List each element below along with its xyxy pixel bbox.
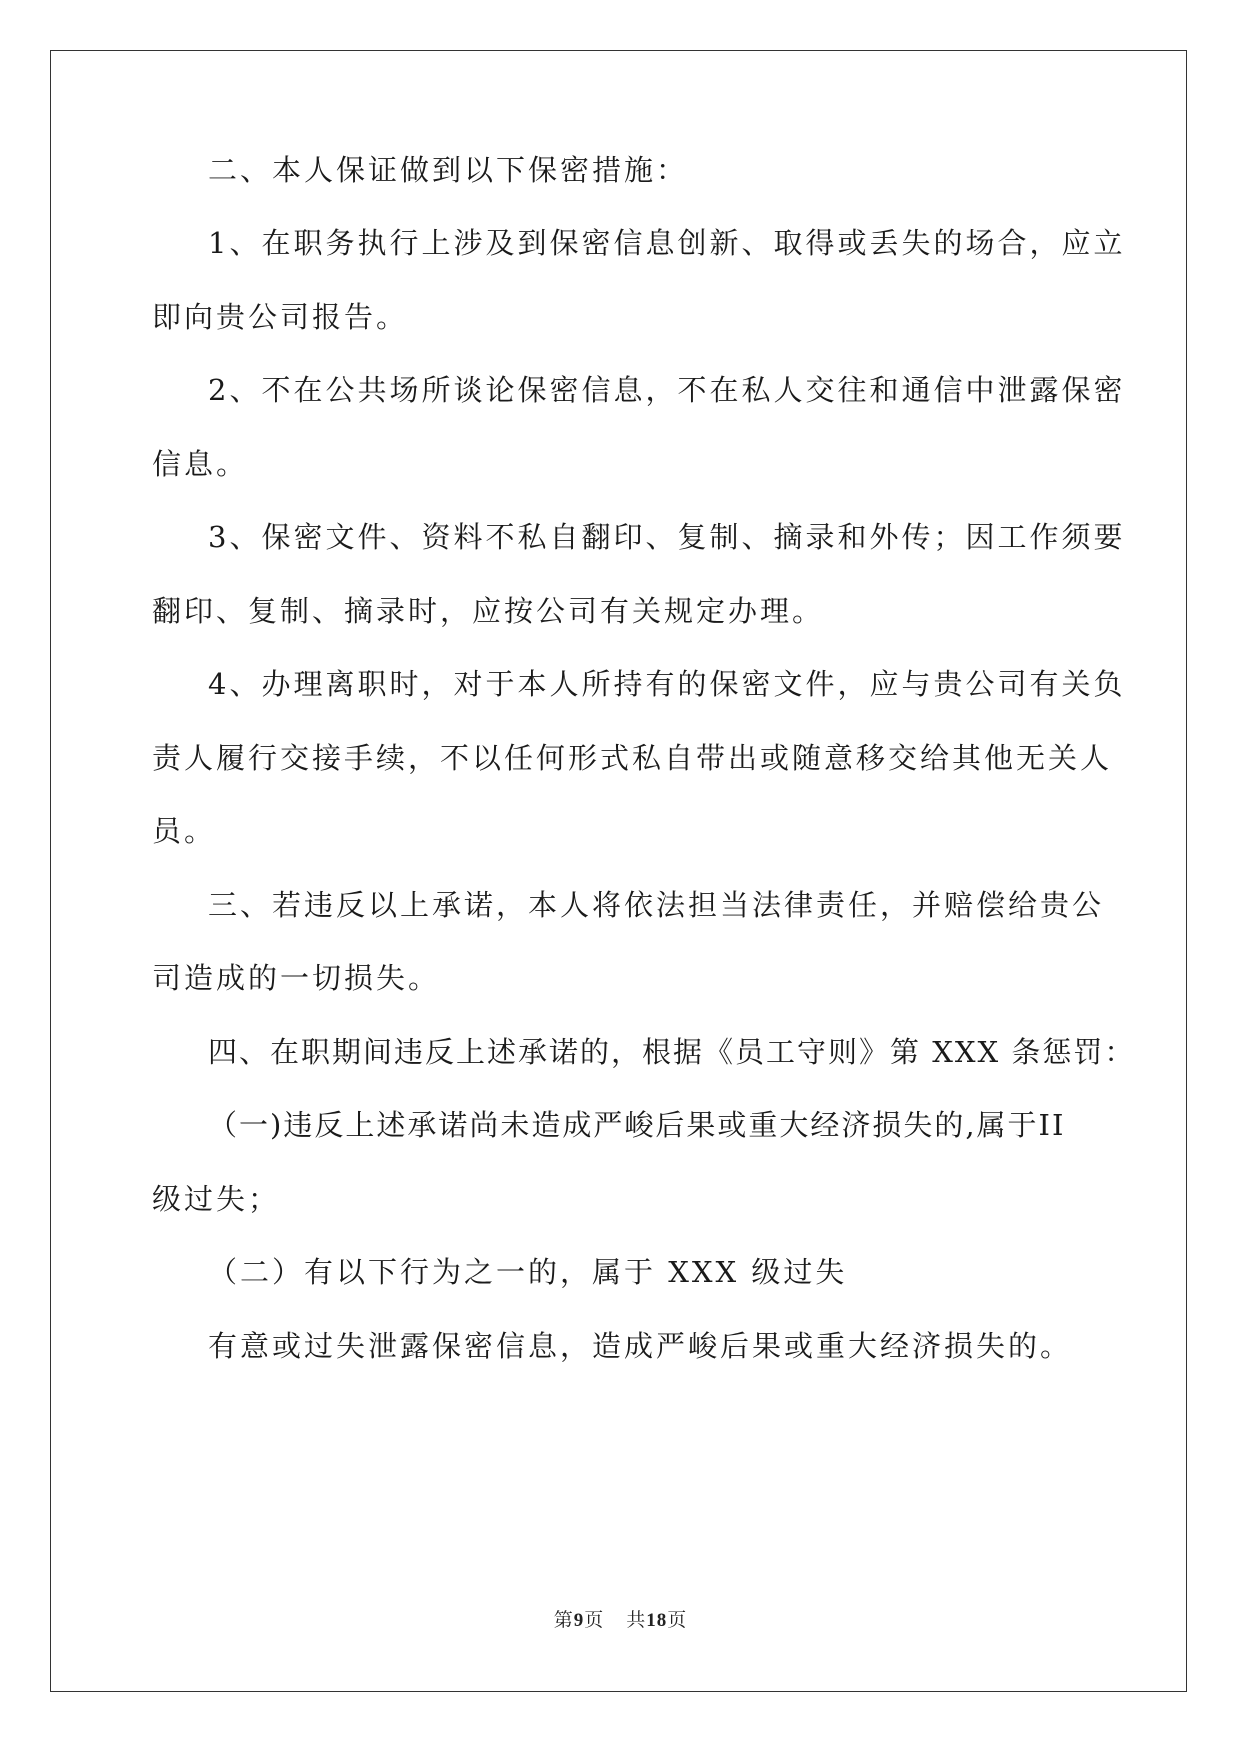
paragraph-line: 三、若违反以上承诺，本人将依法担当法律责任，并赔偿给贵公: [208, 888, 1105, 922]
paragraph-line: 责人履行交接手续，不以任何形式私自带出或随意移交给其他无关人: [152, 741, 1113, 775]
total-pages: 18: [646, 1610, 668, 1631]
paragraph-line: 4、办理离职时，对于本人所持有的保密文件，应与贵公司有关负: [208, 667, 1126, 701]
paragraph-line: 翻印、复制、摘录时，应按公司有关规定办理。: [152, 594, 825, 628]
paragraph-line: 司造成的一切损失。: [152, 961, 441, 995]
page-footer: [0, 1605, 1241, 1632]
paragraph-line: 有意或过失泄露保密信息，造成严峻后果或重大经济损失的。: [208, 1329, 1073, 1363]
paragraph-line: 员。: [152, 814, 217, 848]
page-number: 9: [573, 1610, 585, 1631]
paragraph-line: 2、不在公共场所谈论保密信息，不在私人交往和通信中泄露保密: [208, 373, 1126, 407]
paragraph-line: 即向贵公司报告。: [152, 300, 409, 334]
paragraph-line: （二）有以下行为之一的，属于 XXX 级过失: [208, 1255, 848, 1289]
paragraph-line: 级过失；: [152, 1182, 281, 1216]
paragraph-line: 二、本人保证做到以下保密措施：: [208, 153, 689, 187]
page-prefix: 第: [553, 1609, 574, 1631]
paragraph-line: 信息。: [152, 447, 249, 481]
paragraph-line: （一)违反上述承诺尚未造成严峻后果或重大经济损失的,属于II: [208, 1108, 1066, 1142]
total-suffix: 页: [667, 1609, 688, 1631]
paragraph-line: 1、在职务执行上涉及到保密信息创新、取得或丢失的场合，应立: [208, 226, 1126, 260]
page-suffix: 页: [584, 1609, 605, 1631]
paragraph-line: 3、保密文件、资料不私自翻印、复制、摘录和外传；因工作须要: [208, 520, 1126, 554]
paragraph-line: 四、在职期间违反上述承诺的，根据《员工守则》第 XXX 条惩罚：: [208, 1035, 1136, 1069]
total-prefix: 共: [626, 1609, 647, 1631]
